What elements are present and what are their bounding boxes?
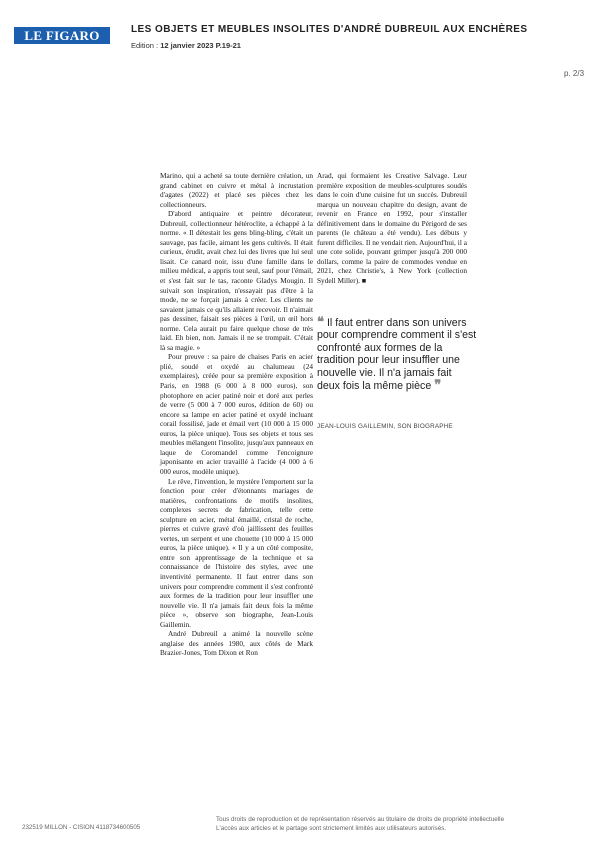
edition-info bbox=[131, 41, 241, 50]
copyright-line: Tous droits de reproduction et de représentation réservés au titulaire de droits de propriété intellectuelle bbox=[216, 816, 505, 823]
open-quote-icon: ❝ bbox=[317, 314, 324, 329]
close-quote-icon: ❞ bbox=[434, 377, 442, 393]
access-line: L'accès aux articles et le partage sont strictement limités aux utilisateurs autorisés. bbox=[216, 825, 447, 832]
paragraph: Marino, qui a acheté sa toute dernière création, un grand cabinet en cuivre et métal à incrustation d'agates (2022) et placé ses pièces chez les collectionneurs. bbox=[160, 171, 313, 209]
paragraph: Arad, qui formaient les Creative Salvage. Leur première exposition de meubles-sculptures soudés dans le coin d'une cuisine fut un succès. Dubreuil marqua un nouveau chapitre du design, avant de revenir en France en 1992, pour s'installer définitivement dans le domaine du Périgord de ses parents (le château a été vendu). Les débuts y furent difficiles. Il ne vendait rien. Aujourd'hui, il a une cote solide, pouvant grimper jusqu'à 200 000 dollars, comme la paire de commodes vendue en 2021, chez Christie's, à New York (collection Sydell Miller). ■ bbox=[317, 171, 467, 286]
paragraph: André Dubreuil a animé la nouvelle scène anglaise des années 1980, aux côtés de Mark Brazier-Jones, Tom Dixon et Ron bbox=[160, 629, 313, 658]
pull-quote bbox=[317, 316, 477, 392]
edition-date: 12 janvier 2023 P.19-21 bbox=[160, 41, 241, 50]
paragraph: Pour preuve : sa paire de chaises Paris en acier plié, soudé et oxydé au chalumeau (24 exemplaires), créée pour sa première exposition à Paris, en 1988 (6 000 à 8 000 euros), son photophore en acier patiné noir et doré aux perles de verre (5 000 à 7 000 euros, édition de 60) ou encore sa lampe en acier patiné et oxydé incluant corail fossilisé, jade et émail vert (10 000 à 15 000 euros, la pièce unique). Tous ses objets et tous ses meubles mélangent l'insolite, jusqu'aux panneaux en laque de Coromandel comme l'encoignure japonisante en acier travaillé à l'acide (4 000 à 6 000 euros, modèle unique). bbox=[160, 352, 313, 476]
page-number: p. 2/3 bbox=[564, 69, 585, 78]
edition-label: Edition : bbox=[131, 41, 159, 50]
article-column-2 bbox=[317, 171, 467, 286]
document-id: 232519 MILLON - CISION 4118734600505 bbox=[22, 824, 141, 831]
pull-quote-text: Il faut entrer dans son univers pour comprendre comment il s'est confronté aux formes de la tradition pour leur insuffler une nouvelle vie. Il n'a jamais fait deux fois la même pièce bbox=[317, 317, 477, 393]
article-title: LES OBJETS ET MEUBLES INSOLITES D'ANDRÉ DUBREUIL AUX ENCHÈRES bbox=[131, 24, 528, 35]
article-column-1 bbox=[160, 171, 313, 658]
copyright-notice bbox=[216, 815, 504, 833]
pull-quote-source: JEAN-LOUIS GAILLEMIN, SON BIOGRAPHE bbox=[317, 423, 453, 430]
le-figaro-logo: LE FIGARO bbox=[14, 27, 110, 44]
paragraph: Le rêve, l'invention, le mystère l'emportent sur la fonction pour créer d'étonnants mariages de matières, confrontations de motifs insolites, complexes secrets de fabrication, telle cette sculpture en acier, métal émaillé, cristal de roche, pierres et cuivre gravé d'où jaillissent des feuilles vertes, un serpent et une chouette (10 000 à 15 000 euros, la pièce unique). « Il y a un côté composite, entre son apprentissage de la technique et sa connaissance de l'histoire des styles, avec une inventivité permanente. Il faut entrer dans son univers pour comprendre comment il s'est confronté aux formes de la tradition pour leur insuffler une nouvelle vie. Il n'a jamais fait deux fois la même pièce », observe son biographe, Jean-Louis Gaillemin. bbox=[160, 476, 313, 629]
paragraph: D'abord antiquaire et peintre décorateur, Dubreuil, collectionneur hétéroclite, a échappé à la norme. « Il détestait les gens bling-bling, c'était un sauvage, pas facile, aimant les gens cultivés. Il était curieux, érudit, avait chez lui des livres que lui seul lisait. Ce canard noir, issu d'une famille dans le milieu médical, a appris tout seul, sauf pour l'émail, et s'est fait sur le tas, raconte Gladys Mougin. Il suivait son inspiration, n'essayait pas d'être à la mode, ne se forçait jamais à créer. Les clients ne savaient jamais ce qu'ils allaient recevoir. Il n'aimait pas dessiner, faisait ses pièces à l'œil, un œil hors norme. Cela aurait pu faire quelque chose de très laid. Eh bien, non. Jamais il ne se trompait. C'était là sa magie. » bbox=[160, 209, 313, 352]
